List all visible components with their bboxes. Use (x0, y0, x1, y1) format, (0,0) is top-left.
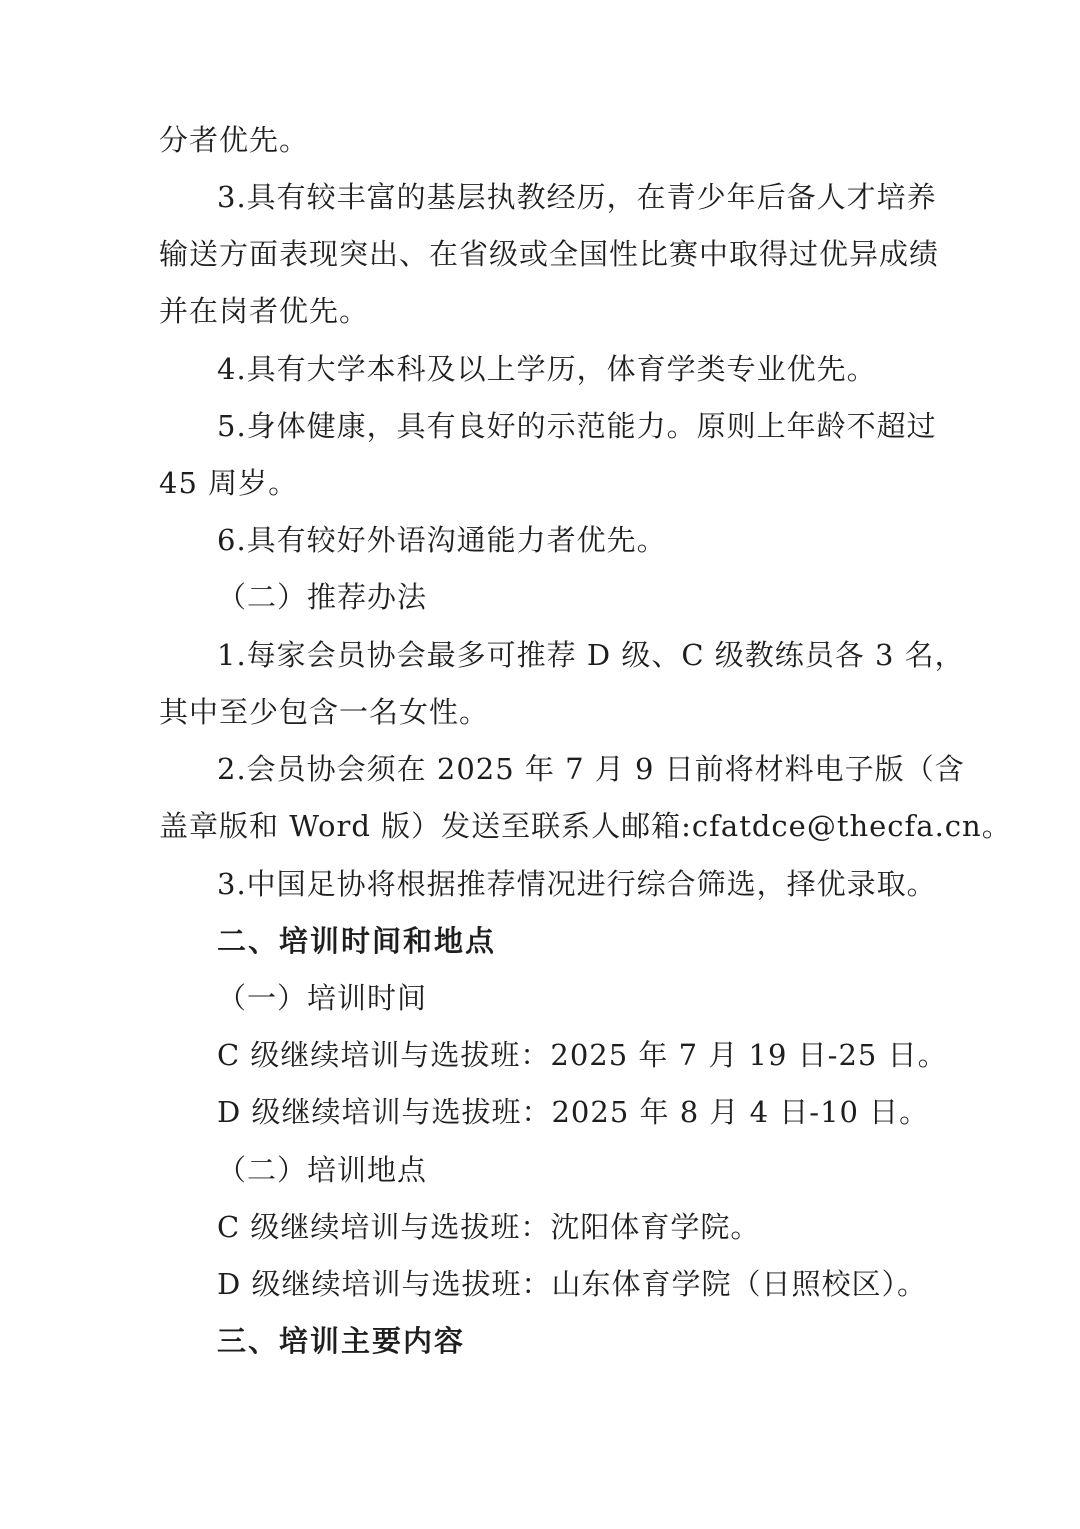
subheading-recommendation-method: （二）推荐办法 (217, 580, 428, 614)
requirement-4: 4.具有大学本科及以上学历，体育学类专业优先。 (217, 352, 877, 386)
subheading-training-time: （一）培训时间 (217, 981, 428, 1015)
method-1-line-2: 其中至少包含一名女性。 (159, 695, 490, 729)
requirement-3-line-2: 输送方面表现突出、在省级或全国性比赛中取得过优异成绩 (159, 237, 940, 271)
method-2-line-1: 2.会员协会须在 2025 年 7 月 9 日前将材料电子版（含 (217, 752, 965, 786)
training-place-d-level: D 级继续培训与选拔班：山东体育学院（日照校区）。 (217, 1267, 927, 1301)
requirement-6: 6.具有较好外语沟通能力者优先。 (217, 523, 667, 557)
requirement-5-line-2: 45 周岁。 (159, 466, 299, 500)
training-time-d-level: D 级继续培训与选拔班：2025 年 8 月 4 日-10 日。 (217, 1095, 930, 1129)
method-1-line-1: 1.每家会员协会最多可推荐 D 级、C 级教练员各 3 名， (217, 638, 965, 672)
section-heading-training-time-place: 二、培训时间和地点 (217, 924, 497, 958)
section-heading-training-content: 三、培训主要内容 (217, 1324, 466, 1358)
training-time-c-level: C 级继续培训与选拔班：2025 年 7 月 19 日-25 日。 (217, 1038, 948, 1072)
requirement-3-line-3: 并在岗者优先。 (159, 294, 370, 328)
text-line-continuation: 分者优先。 (159, 123, 310, 157)
subheading-training-place: （二）培训地点 (217, 1153, 428, 1187)
training-place-c-level: C 级继续培训与选拔班：沈阳体育学院。 (217, 1210, 761, 1244)
requirement-5-line-1: 5.身体健康，具有良好的示范能力。原则上年龄不超过 (217, 409, 937, 443)
method-2-line-2: 盖章版和 Word 版）发送至联系人邮箱:cfatdce@thecfa.cn。 (159, 809, 1012, 843)
method-3: 3.中国足协将根据推荐情况进行综合筛选，择优录取。 (217, 867, 937, 901)
requirement-3-line-1: 3.具有较丰富的基层执教经历，在青少年后备人才培养 (217, 180, 937, 214)
